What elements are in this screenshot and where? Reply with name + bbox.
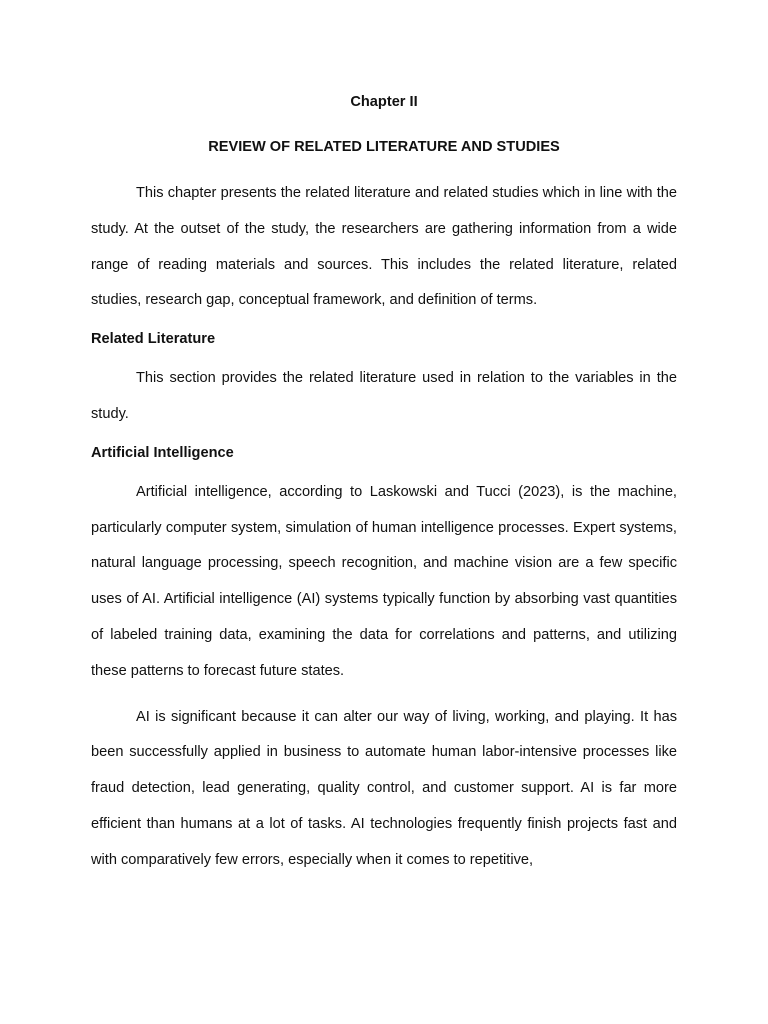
chapter-title: REVIEW OF RELATED LITERATURE AND STUDIES [208, 139, 560, 155]
intro-paragraph: This chapter presents the related literature and related studies which in line with the study. At the outset of the study, the researchers are gathering information from a wide range of reading materials and sources. This includes the related literature, related studies, research gap, conceptual framework, and definition of terms. [91, 185, 677, 309]
page-content [91, 92, 677, 879]
ai-significance-paragraph: AI is significant because it can alter our way of living, working, and playing. It has been successfully applied in business to automate human labor-intensive processes like fraud detection, lead generating, quality control, and customer support. AI is far more efficient than humans at a lot of tasks. AI technologies frequently finish projects fast and with comparatively few errors, especially when it comes to repetitive, [91, 708, 677, 868]
ai-definition-paragraph: Artificial intelligence, according to Laskowski and Tucci (2023), is the machine, particularly computer system, simulation of human intelligence processes. Expert systems, natural language processing, speech recognition, and machine vision are a few specific uses of AI. Artificial intelligence (AI) systems typically function by absorbing vast quantities of labeled training data, examining the data for correlations and patterns, and utilizing these patterns to forecast future states. [91, 483, 677, 679]
related-literature-paragraph: This section provides the related literature used in relation to the variables in the study. [91, 370, 677, 422]
section-heading-related-literature: Related Literature [91, 331, 216, 348]
chapter-label: Chapter II [350, 94, 418, 110]
section-heading-artificial-intelligence: Artificial Intelligence [91, 444, 234, 461]
